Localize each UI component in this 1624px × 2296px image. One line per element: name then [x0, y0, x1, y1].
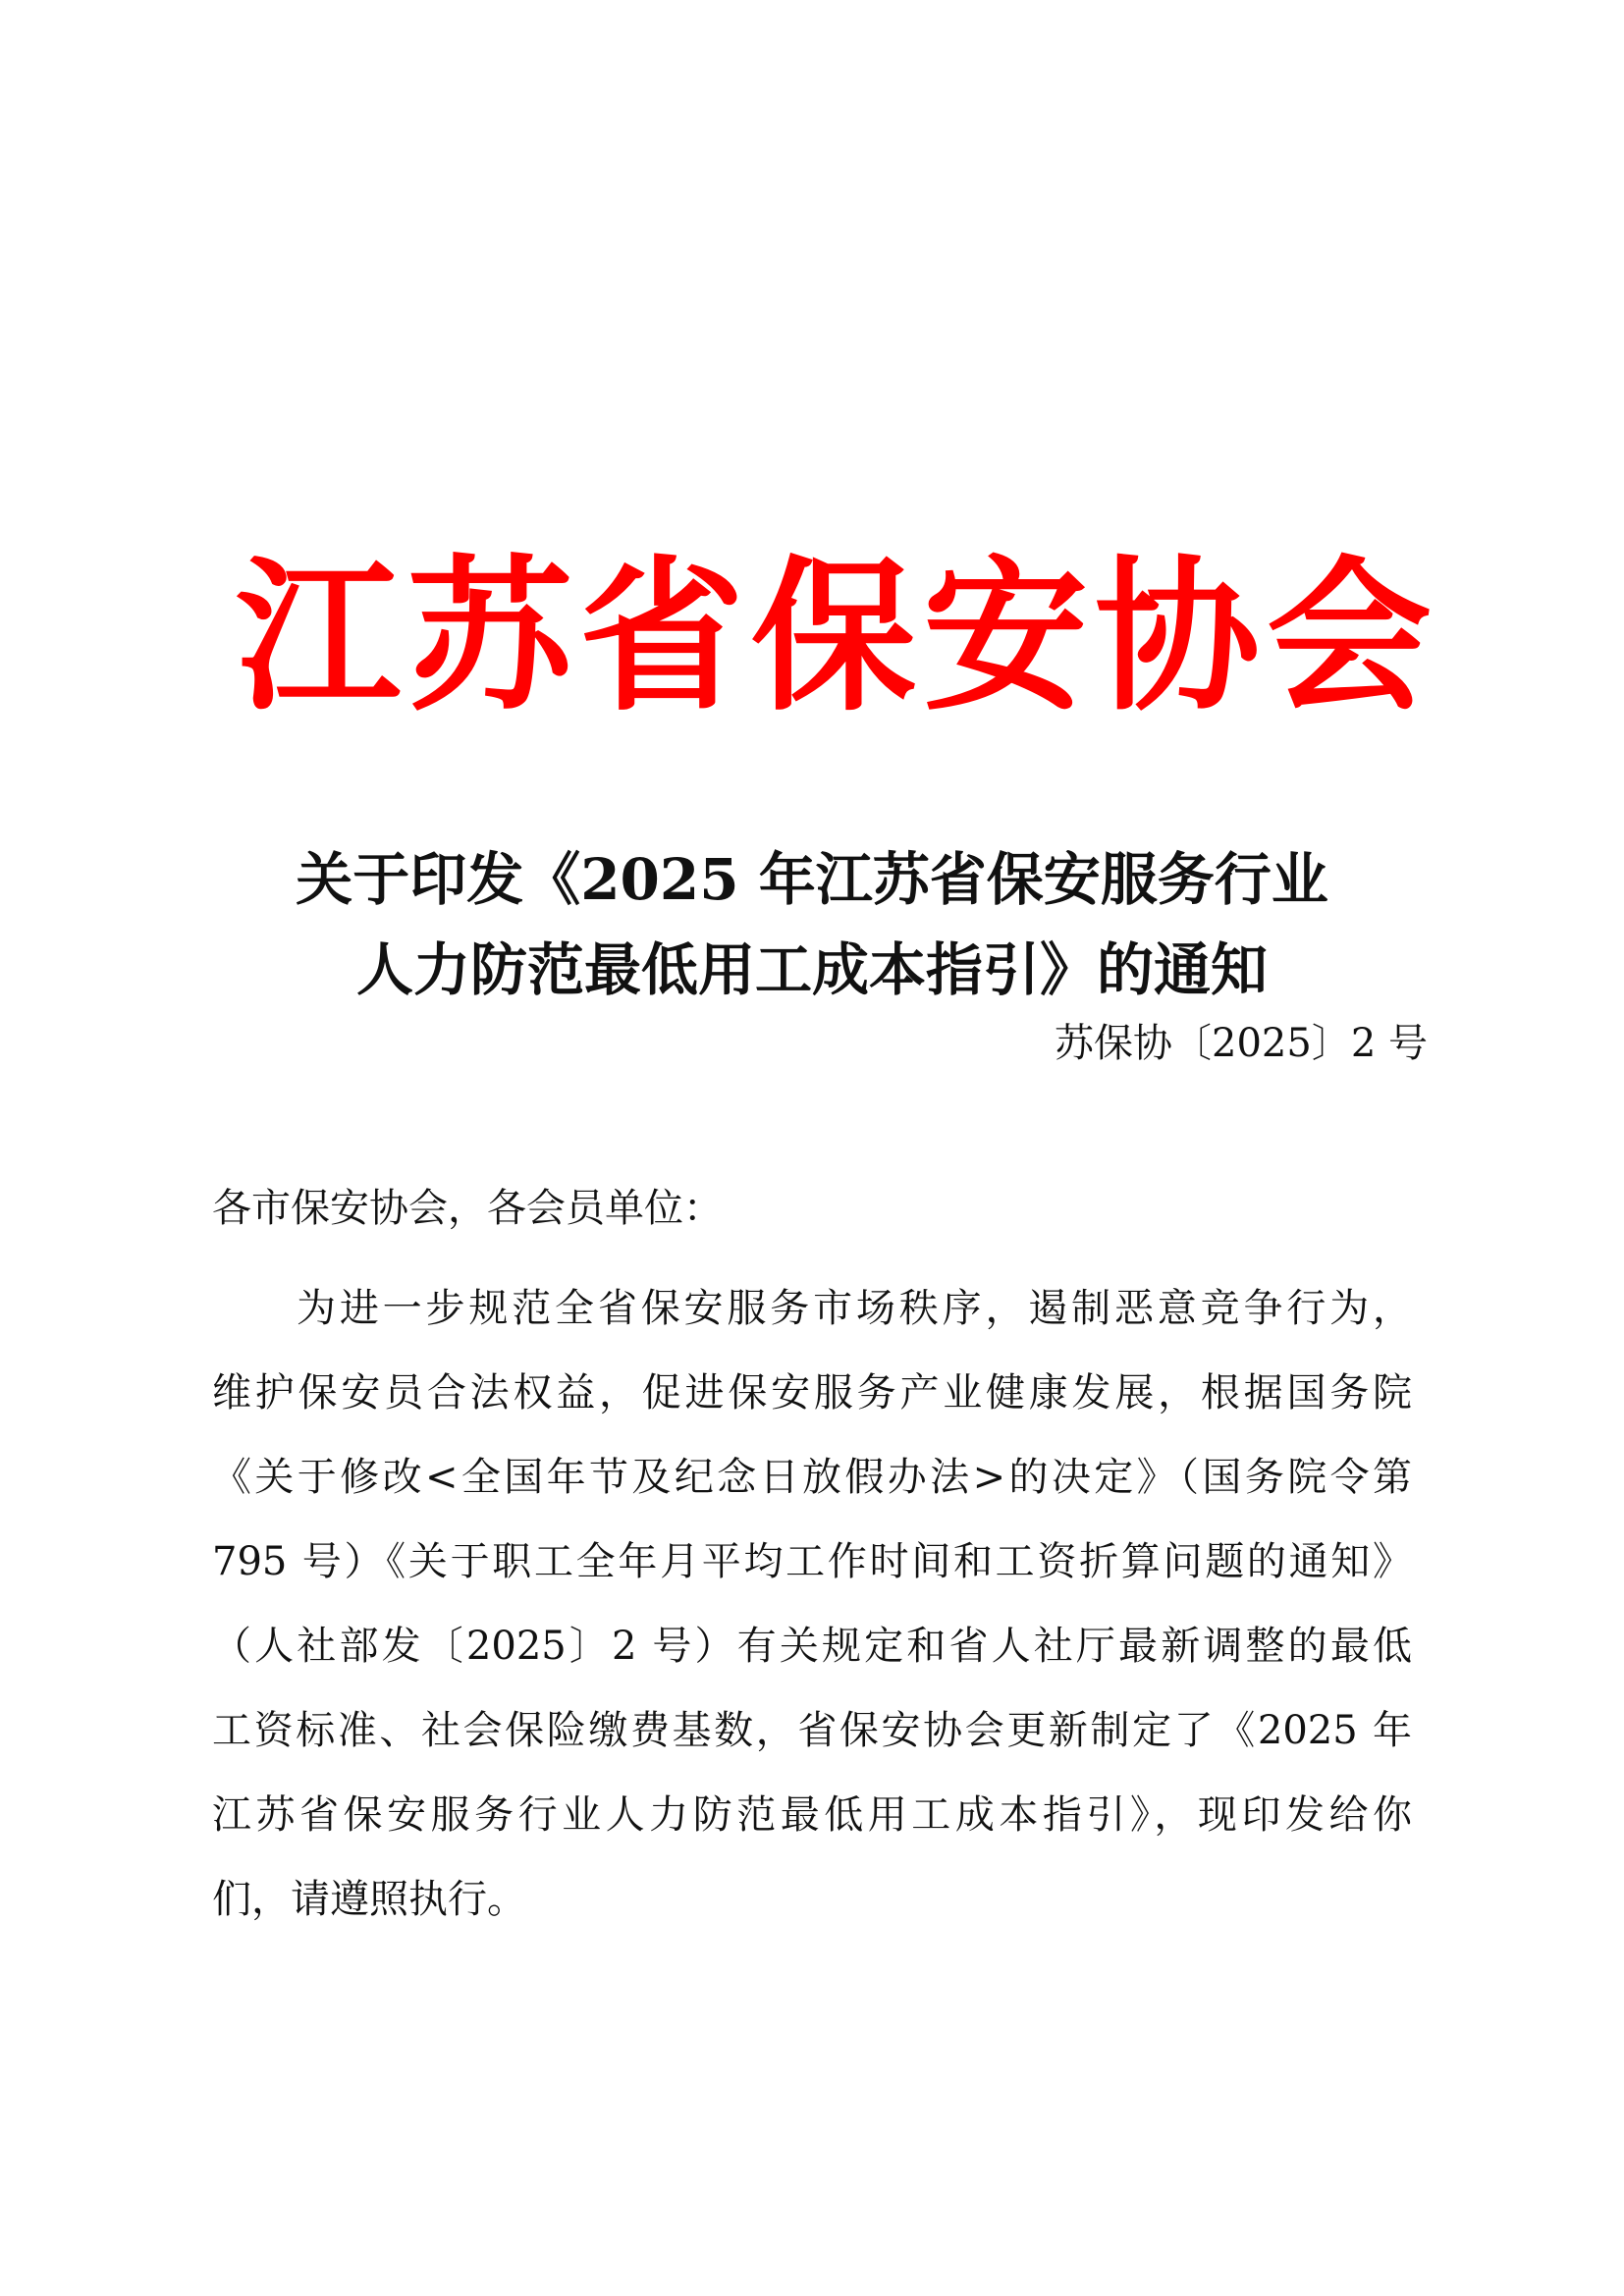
body-paragraph [212, 1266, 1412, 1942]
salutation: 各市保安协会，各会员单位： [212, 1186, 723, 1231]
body-line: 为进一步规范全省保安服务市场秩序，遏制恶意竞争行为， [297, 1286, 1412, 1331]
org-name-char: 省 [579, 539, 744, 733]
document-title-line: 关于印发《2025 年江苏省保安服务行业 [296, 846, 1328, 913]
org-name-char: 会 [1267, 539, 1432, 733]
document-title [196, 834, 1428, 1015]
document-title-line: 人力防范最低用工成本指引》的通知 [355, 936, 1268, 1003]
org-name-char: 江 [236, 539, 401, 733]
issuing-organization-header [236, 538, 1432, 734]
body-line: （人社部发〔2025〕2 号）有关规定和省人社厅最新调整的最低 [212, 1624, 1412, 1669]
document-number: 苏保协〔2025〕2 号 [1055, 1021, 1428, 1066]
org-name-char: 协 [1095, 539, 1260, 733]
org-name-char: 保 [751, 539, 916, 733]
body-line: 维护保安员合法权益，促进保安服务产业健康发展，根据国务院 [212, 1370, 1412, 1415]
body-line: 《关于修改<全国年节及纪念日放假办法>的决定》（国务院令第 [212, 1455, 1412, 1500]
body-line: 工资标准、社会保险缴费基数，省保安协会更新制定了《2025 年 [212, 1708, 1412, 1753]
body-line: 江苏省保安服务行业人力防范最低用工成本指引》，现印发给你 [212, 1792, 1412, 1838]
org-name-char: 苏 [407, 539, 572, 733]
body-line: 795 号）《关于职工全年月平均工作时间和工资折算问题的通知》 [212, 1539, 1412, 1584]
org-name-char: 安 [923, 539, 1088, 733]
body-line: 们，请遵照执行。 [212, 1877, 526, 1922]
